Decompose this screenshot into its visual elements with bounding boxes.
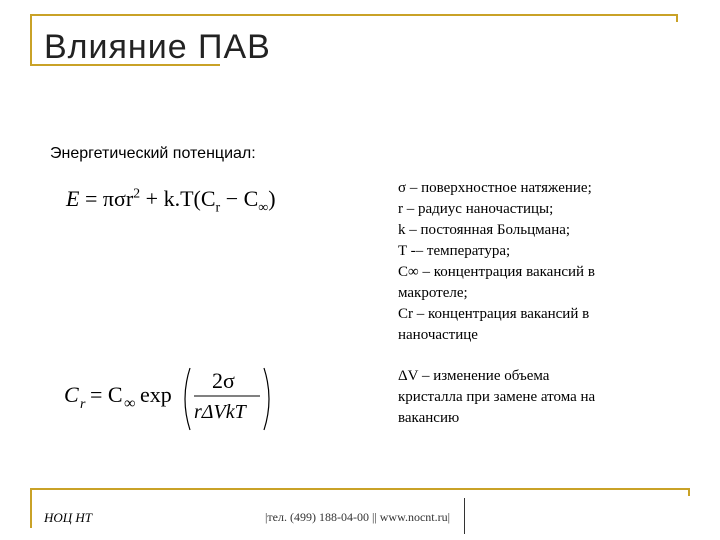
cr-lhs-sub: r bbox=[80, 397, 86, 412]
top-left-tick bbox=[30, 14, 32, 64]
cr-inf: ∞ bbox=[124, 395, 136, 412]
bottom-left-tick bbox=[30, 488, 32, 528]
definition-line: T -– температура; bbox=[398, 243, 511, 259]
definition-line: σ – поверхностное натяжение; bbox=[398, 180, 592, 196]
delta-v-line: вакансию bbox=[398, 410, 460, 426]
energy-rhs-c: − C bbox=[220, 186, 259, 211]
footer-org: НОЦ НТ bbox=[44, 510, 93, 525]
definition-line: Cr – концентрация вакансий в bbox=[398, 306, 590, 322]
definition-line: r – радиус наночастицы; bbox=[398, 201, 554, 217]
footer-contact: |тел. (499) 188-04-00 || www.nocnt.ru| bbox=[265, 510, 451, 524]
energy-symbol: E bbox=[66, 186, 80, 211]
delta-v-line: ΔV – изменение объема bbox=[398, 368, 550, 384]
energy-rhs-a: = πσr bbox=[84, 186, 134, 211]
delta-v-line: кристалла при замене атома на bbox=[398, 389, 596, 405]
left-paren bbox=[185, 368, 190, 430]
cr-lhs: C bbox=[64, 382, 79, 407]
section-subtitle: Энергетический потенциал: bbox=[50, 145, 256, 162]
delta-v-definition bbox=[398, 366, 668, 429]
cr-denominator: rΔVkT bbox=[194, 401, 246, 423]
bottom-right-tick bbox=[688, 488, 690, 496]
cr-numerator: 2σ bbox=[212, 368, 235, 393]
right-paren bbox=[264, 368, 269, 430]
top-right-tick bbox=[676, 14, 678, 22]
energy-rhs-exp: 2 bbox=[133, 186, 141, 202]
energy-formula bbox=[66, 186, 276, 216]
cr-formula-svg bbox=[64, 364, 304, 434]
energy-rhs-sub-inf: ∞ bbox=[258, 200, 269, 216]
definition-line: макротеле; bbox=[398, 285, 468, 301]
bottom-rule bbox=[30, 488, 690, 490]
definition-line: C∞ – концентрация вакансий в bbox=[398, 264, 595, 280]
definitions-list bbox=[398, 178, 688, 346]
cr-exp: exp bbox=[140, 382, 172, 407]
definition-line: наночастице bbox=[398, 327, 478, 343]
bottom-mid-tick bbox=[464, 498, 465, 534]
definition-line: k – постоянная Больцмана; bbox=[398, 222, 571, 238]
energy-rhs-sub-r: r bbox=[215, 200, 221, 216]
cr-formula bbox=[64, 364, 304, 434]
energy-rhs-b: + k.T(C bbox=[140, 186, 216, 211]
page-title: Влияние ПАВ bbox=[44, 28, 271, 66]
cr-eq: = C bbox=[90, 382, 123, 407]
energy-rhs-d: ) bbox=[268, 186, 276, 211]
top-rule bbox=[30, 14, 678, 16]
